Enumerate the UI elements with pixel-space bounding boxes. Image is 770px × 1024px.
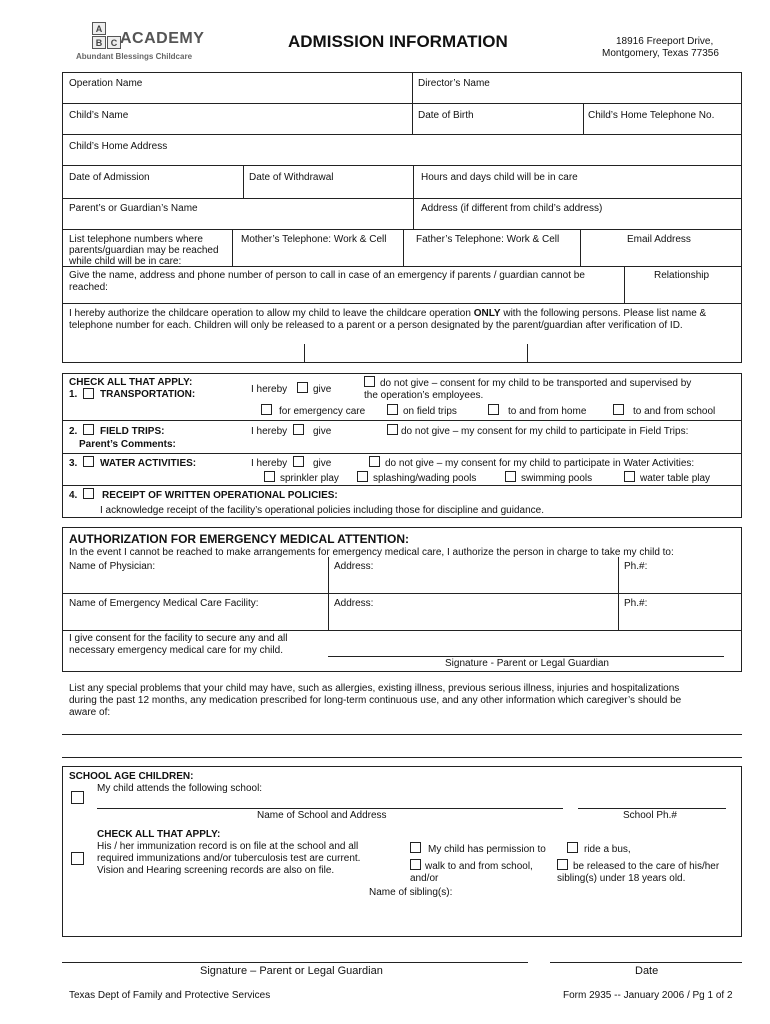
school-name-line[interactable] — [97, 808, 563, 809]
water-give-label: give — [313, 458, 332, 469]
authorize-pickup-line-2: telephone number for each. Children will only be released to a parent or a person designated by the parent/guardian after verification of ID. — [69, 320, 683, 331]
transport-i-hereby: I hereby — [251, 384, 288, 395]
footer-signature-line[interactable] — [62, 962, 528, 963]
water-table-checkbox[interactable] — [624, 471, 635, 482]
facility-ph-label: Ph.#: — [624, 598, 648, 609]
footer-signature-label: Signature – Parent or Legal Guardian — [200, 965, 383, 977]
swimming-checkbox[interactable] — [505, 471, 516, 482]
water-i-hereby: I hereby — [251, 458, 288, 469]
footer-date-label: Date — [635, 965, 659, 977]
authorize-pickup-text-b: with the following persons. Please list name & — [500, 308, 707, 319]
page-title: ADMISSION INFORMATION — [288, 32, 508, 51]
footer-date-line[interactable] — [550, 962, 742, 963]
logo-blocks — [92, 22, 122, 50]
field-trips-give-checkbox[interactable] — [293, 424, 304, 435]
parent-name-label: Parent’s or Guardian’s Name — [69, 203, 198, 214]
date-of-birth-label: Date of Birth — [418, 110, 474, 121]
authorize-only: ONLY — [473, 308, 501, 319]
field-trips-option-checkbox[interactable] — [387, 404, 398, 415]
special-problems-line-a[interactable] — [62, 734, 742, 735]
childs-name-label: Child’s Name — [69, 110, 129, 121]
logo-block-b: B — [92, 36, 106, 49]
field-trips-option-label: on field trips — [403, 406, 457, 417]
ride-bus-label: ride a bus, — [584, 844, 631, 855]
field-trips-label: FIELD TRIPS: — [100, 426, 165, 437]
receipt-policies-label: RECEIPT OF WRITTEN OPERATIONAL POLICIES: — [102, 490, 338, 501]
sprinkler-label: sprinkler play — [280, 473, 339, 484]
sibling-release-checkbox[interactable] — [557, 859, 568, 870]
field-trips-i-hereby: I hereby — [251, 426, 288, 437]
physician-ph-label: Ph.#: — [624, 561, 648, 572]
splashing-label: splashing/wading pools — [373, 473, 477, 484]
immunization-line-2: required immunizations and/or tuberculosis test are current. — [97, 853, 361, 864]
field-trips-dont-give-label: do not give – my consent for my child to participate in Field Trips: — [401, 426, 689, 437]
home-address-label: Child’s Home Address — [69, 141, 168, 152]
list-phone-label-1: List telephone numbers where — [69, 234, 203, 245]
email-label: Email Address — [627, 234, 691, 245]
address-line-2: Montgomery, Texas 77356 — [602, 48, 719, 59]
logo-block-a: A — [92, 22, 106, 35]
medical-consent-line-2: necessary emergency medical care for my child. — [69, 645, 283, 656]
school-phone-line[interactable] — [578, 808, 726, 809]
item-4-number: 4. — [69, 490, 78, 501]
hours-days-label: Hours and days child will be in care — [421, 172, 578, 183]
operation-name-label: Operation Name — [69, 78, 143, 89]
water-activities-checkbox[interactable] — [83, 456, 94, 467]
medical-signature-line[interactable] — [328, 656, 724, 657]
walk-checkbox[interactable] — [410, 859, 421, 870]
relationship-label: Relationship — [654, 270, 710, 281]
sibling-release-line-2: sibling(s) under 18 years old. — [557, 873, 686, 884]
list-phone-label-3: while child will be in care: — [69, 256, 182, 267]
school-name-label: Name of School and Address — [257, 810, 387, 821]
field-trips-give-label: give — [313, 426, 332, 437]
address-different-label: Address (if different from child’s address) — [421, 203, 603, 214]
attends-school-label: My child attends the following school: — [97, 783, 263, 794]
father-phone-label: Father’s Telephone: Work & Cell — [416, 234, 560, 245]
home-phone-label: Child’s Home Telephone No. — [588, 110, 715, 121]
physician-label: Name of Physician: — [69, 561, 156, 572]
list-phone-label-2: parents/guardian may be reached — [69, 245, 219, 256]
splashing-checkbox[interactable] — [357, 471, 368, 482]
physician-address-label: Address: — [334, 561, 374, 572]
emergency-contact-label-2: reached: — [69, 282, 108, 293]
medical-consent-line-1: I give consent for the facility to secure any and all — [69, 633, 288, 644]
andor-label: and/or — [410, 873, 439, 884]
special-problems-line-1: List any special problems that your child may have, such as allergies, existing illness, previous serious illness, injuries and hospitalizations — [69, 683, 680, 694]
water-give-checkbox[interactable] — [293, 456, 304, 467]
date-withdrawal-label: Date of Withdrawal — [249, 172, 334, 183]
logo — [76, 20, 226, 61]
water-dont-give-label: do not give – my consent for my child to participate in Water Activities: — [385, 458, 695, 469]
authorize-pickup-line-1 — [69, 308, 706, 320]
date-admission-label: Date of Admission — [69, 172, 150, 183]
transport-give-label: give — [313, 384, 332, 395]
address-line-1: 18916 Freeport Drive, — [616, 36, 714, 47]
swimming-label: swimming pools — [521, 473, 593, 484]
walk-label: walk to and from school, — [425, 861, 533, 872]
medical-section-title: AUTHORIZATION FOR EMERGENCY MEDICAL ATTENTION: — [69, 532, 409, 546]
field-trips-checkbox[interactable] — [83, 424, 94, 435]
transportation-label: TRANSPORTATION: — [100, 389, 196, 400]
receipt-policies-checkbox[interactable] — [83, 488, 94, 499]
school-phone-label: School Ph.# — [623, 810, 677, 821]
emergency-care-checkbox[interactable] — [261, 404, 272, 415]
mother-phone-label: Mother’s Telephone: Work & Cell — [241, 234, 387, 245]
authorize-pickup-text-a: I hereby authorize the childcare operation to allow my child to leave the childcare operation — [69, 308, 474, 319]
logo-subtitle: Abundant Blessings Childcare — [76, 52, 193, 61]
transport-give-checkbox[interactable] — [297, 382, 308, 393]
facility-label: Name of Emergency Medical Care Facility: — [69, 598, 259, 609]
special-problems-line-b[interactable] — [62, 757, 742, 758]
directors-name-label: Director’s Name — [418, 78, 490, 89]
sibling-release-line-1: be released to the care of his/her — [573, 861, 720, 872]
permission-label: My child has permission to — [428, 844, 546, 855]
special-problems-line-3: aware of: — [69, 707, 111, 718]
facility-address-label: Address: — [334, 598, 374, 609]
immunization-checkbox[interactable] — [71, 852, 84, 865]
parents-comments-label: Parent’s Comments: — [79, 439, 176, 450]
permission-checkbox[interactable] — [410, 842, 421, 853]
water-dont-give-checkbox[interactable] — [369, 456, 380, 467]
check-all-apply-label: CHECK ALL THAT APPLY: — [69, 377, 193, 388]
item-3-number: 3. — [69, 458, 78, 469]
to-from-home-label: to and from home — [508, 406, 587, 417]
water-table-label: water table play — [640, 473, 711, 484]
siblings-label: Name of sibling(s): — [369, 887, 453, 898]
water-activities-label: WATER ACTIVITIES: — [100, 458, 197, 469]
ride-bus-checkbox[interactable] — [567, 842, 578, 853]
school-check-all-label: CHECK ALL THAT APPLY: — [97, 829, 221, 840]
to-from-school-label: to and from school — [633, 406, 716, 417]
item-2-number: 2. — [69, 426, 78, 437]
footer-form-number: Form 2935 -- January 2006 / Pg 1 of 2 — [563, 990, 733, 1001]
to-from-school-checkbox[interactable] — [613, 404, 624, 415]
field-trips-dont-give-checkbox[interactable] — [387, 424, 398, 435]
to-from-home-checkbox[interactable] — [488, 404, 499, 415]
logo-title: ACADEMY — [120, 30, 205, 47]
attends-school-checkbox[interactable] — [71, 791, 84, 804]
medical-signature-label: Signature - Parent or Legal Guardian — [445, 658, 609, 669]
transport-dont-give-checkbox[interactable] — [364, 376, 375, 387]
immunization-line-3: Vision and Hearing screening records are also on file. — [97, 865, 335, 876]
transportation-checkbox[interactable] — [83, 388, 94, 399]
transport-dont-give-line-1: do not give – consent for my child to be transported and supervised by — [380, 378, 692, 389]
sprinkler-checkbox[interactable] — [264, 471, 275, 482]
acknowledge-text: I acknowledge receipt of the facility’s operational policies including those for discipline and guidance. — [100, 505, 544, 516]
item-1-number: 1. — [69, 389, 78, 400]
immunization-line-1: His / her immunization record is on file at the school and all — [97, 841, 359, 852]
footer-agency: Texas Dept of Family and Protective Services — [69, 990, 271, 1001]
logo-block-c: C — [107, 36, 121, 49]
transport-dont-give-line-2: the operation’s employees. — [364, 390, 484, 401]
school-age-title: SCHOOL AGE CHILDREN: — [69, 771, 194, 782]
emergency-contact-label-1: Give the name, address and phone number of person to call in case of an emergency if parents / guardian cannot be — [69, 270, 585, 281]
special-problems-line-2: during the past 12 months, any medication prescribed for long-term continuous use, and any other information which caregiver’s should be — [69, 695, 682, 706]
emergency-care-label: for emergency care — [279, 406, 366, 417]
medical-intro: In the event I cannot be reached to make arrangements for emergency medical care, I authorize the person in charge to take my child to: — [69, 547, 674, 558]
